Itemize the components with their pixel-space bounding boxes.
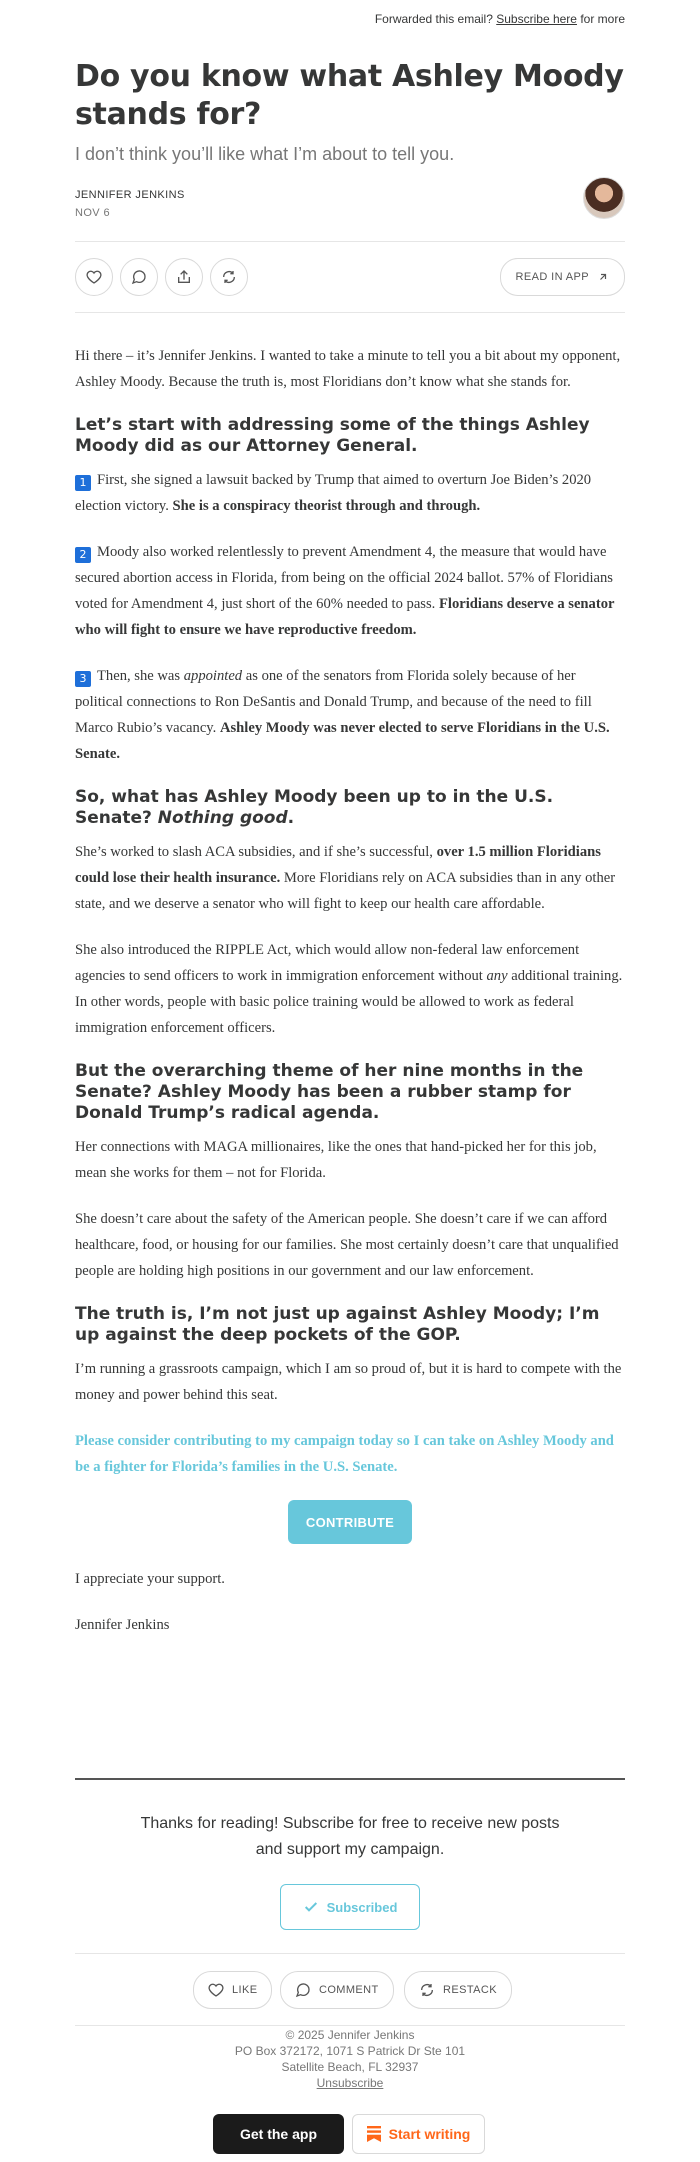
address-line-1: PO Box 372172, 1071 S Patrick Dr Ste 101 (234, 2044, 466, 2058)
section-heading-rubber-stamp: But the overarching theme of her nine months in the Senate? Ashley Moody has been a rubber stamp for Donald Trump’s radical agenda. (75, 1061, 584, 1123)
subscribe-prompt (75, 1811, 625, 1863)
copyright: © 2025 Jennifer Jenkins (285, 2028, 415, 2042)
section-heading-gop: The truth is, I’m not just up against Ashley Moody; I’m up against the deep pockets of the GOP. (75, 1304, 600, 1345)
comment-label: COMMENT (319, 1984, 379, 1996)
footer-info (75, 2027, 625, 2091)
ripple-act-paragraph: She also introduced the RIPPLE Act, which would allow non-federal law enforcement agencies to send officers to work in immigration enforcement without any additional training. In other words, people with basic police training would be allowed to work as federal immigration enforcement officers. (75, 942, 623, 1036)
comment-icon (131, 269, 147, 285)
heart-icon (86, 269, 102, 285)
restack-icon (221, 269, 237, 285)
footer-restack-button[interactable] (404, 1971, 512, 2009)
restack-icon (419, 1982, 435, 1998)
address-line-2: Satellite Beach, FL 32937 (281, 2060, 419, 2074)
avatar[interactable] (583, 177, 625, 219)
footer-like-button[interactable] (193, 1971, 272, 2009)
footer-divider-top (75, 1953, 625, 1954)
post-header (75, 58, 625, 237)
footer-comment-button[interactable] (280, 1971, 394, 2009)
unsubscribe-link[interactable]: Unsubscribe (316, 2076, 384, 2090)
like-label: LIKE (232, 1984, 258, 1996)
restack-button[interactable] (210, 258, 248, 296)
subscribed-label: Subscribed (326, 1899, 398, 1915)
start-writing-button[interactable] (352, 2114, 485, 2154)
section-heading-attorney-general: Let’s start with addressing some of the things Ashley Moody did as our Attorney General. (75, 415, 590, 456)
closing-line: I appreciate your support. (75, 1571, 225, 1587)
signature: Jennifer Jenkins (75, 1617, 170, 1633)
substack-logo-icon (367, 2126, 381, 2142)
forward-prefix: Forwarded this email? (374, 12, 493, 26)
comment-icon (295, 1982, 311, 1998)
contribute-link[interactable]: Please consider contributing to my campaign today so I can take on Ashley Moody and be a fighter for Florida’s families in the U.S. Senate. (75, 1433, 614, 1475)
author-name[interactable]: JENNIFER JENKINS (75, 189, 185, 201)
read-in-app-label: READ IN APP (515, 271, 589, 283)
post-subtitle: I don’t think you’ll like what I’m about to tell you. (75, 144, 455, 164)
checkmark-icon (303, 1899, 319, 1915)
point-2: 2 Moody also worked relentlessly to prevent Amendment 4, the measure that would have secured abortion access in Florida, from being on the official 2024 ballot. 57% of Floridians voted for Amendment 4, just short of the 60% needed to pass. Floridians deserve a senator who will fight to ensure we have reproductive freedom. (75, 544, 615, 638)
arrow-up-right-icon (597, 271, 609, 283)
heart-icon (208, 1982, 224, 1998)
divider (75, 1778, 625, 1780)
restack-label: RESTACK (443, 1984, 497, 1996)
number-3-icon: 3 (75, 671, 91, 687)
start-writing-label: Start writing (388, 2126, 471, 2142)
subscribe-link[interactable]: Subscribe here (496, 12, 577, 26)
grassroots-paragraph: I’m running a grassroots campaign, which I am so proud of, but it is hard to compete with the money and power behind this seat. (75, 1361, 622, 1403)
contribute-button[interactable]: CONTRIBUTE (288, 1500, 412, 1544)
like-button[interactable] (75, 258, 113, 296)
forward-notice (375, 12, 625, 26)
get-the-app-button[interactable]: Get the app (213, 2114, 344, 2154)
intro-paragraph: Hi there – it’s Jennifer Jenkins. I wanted to take a minute to tell you a bit about my opponent, Ashley Moody. Because the truth is, most Floridians don’t know what she stands for. (75, 348, 621, 390)
maga-paragraph: Her connections with MAGA millionaires, like the ones that hand-picked her for this job, mean she works for them – not for Florida. (75, 1139, 597, 1181)
action-bar (75, 241, 625, 313)
footer-divider-bottom (75, 2025, 625, 2026)
post-body (75, 343, 625, 1658)
read-in-app-button[interactable] (500, 258, 625, 296)
safety-paragraph: She doesn’t care about the safety of the American people. She doesn’t care if we can afford healthcare, food, or housing for our families. She most certainly doesn’t care that unqualified people are holding high positions in our government and our law enforcement. (75, 1211, 619, 1279)
post-title: Do you know what Ashley Moody stands for? (75, 59, 624, 132)
comment-button[interactable] (120, 258, 158, 296)
aca-paragraph: She’s worked to slash ACA subsidies, and if she’s successful, over 1.5 million Floridians could lose their health insurance. More Floridians rely on ACA subsidies than in any other state, and we deserve a senator who will fight to keep our health care affordable. (75, 844, 616, 912)
forward-suffix: for more (580, 12, 625, 26)
point-1: 1 First, she signed a lawsuit backed by Trump that aimed to overturn Joe Biden’s 2020 election victory. She is a conspiracy theorist through and through. (75, 472, 592, 514)
byline (75, 177, 625, 237)
share-icon (176, 269, 192, 285)
post-date: NOV 6 (75, 207, 111, 219)
subscribed-button[interactable] (280, 1884, 420, 1930)
section-heading-senate: So, what has Ashley Moody been up to in the U.S. Senate? Nothing good. (75, 787, 554, 828)
number-1-icon: 1 (75, 475, 91, 491)
point-3: 3 Then, she was appointed as one of the senators from Florida solely because of her political connections to Ron DeSantis and Donald Trump, and because of the need to fill Marco Rubio’s vacancy. Ashley Moody was never elected to serve Floridians in the U.S. Senate. (75, 668, 610, 762)
subscribe-message: Thanks for reading! Subscribe for free to receive new posts and support my campaign. (140, 1815, 560, 1858)
share-button[interactable] (165, 258, 203, 296)
number-2-icon: 2 (75, 547, 91, 563)
